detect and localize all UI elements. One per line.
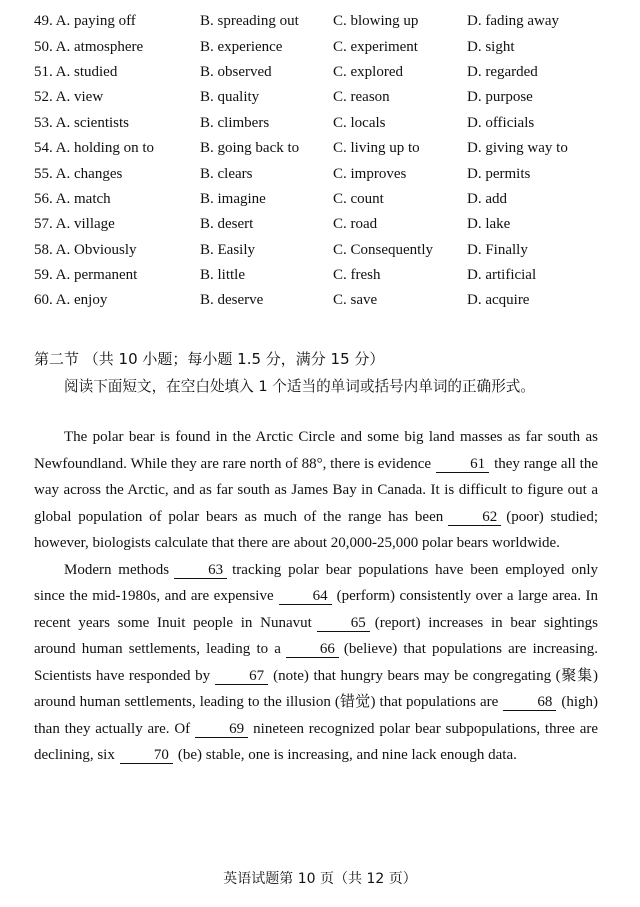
- option-row: [34, 238, 614, 263]
- option-d: D. officials: [467, 114, 535, 131]
- option-a: 59. A. permanent: [34, 267, 138, 284]
- blank-61: 61: [436, 457, 489, 473]
- option-a: 55. A. changes: [34, 165, 123, 182]
- passage-paragraph-1: [34, 424, 598, 557]
- passage-text: (perform) consistently over a large area. In recent years some Inuit people in Nunavut: [34, 588, 598, 631]
- option-a: 51. A. studied: [34, 63, 118, 80]
- option-b: B. quality: [200, 89, 260, 106]
- option-b: B. Easily: [200, 241, 255, 258]
- option-row: [34, 111, 614, 136]
- option-row: [34, 60, 614, 85]
- option-b: B. little: [200, 267, 245, 284]
- blank-63: 63: [174, 563, 227, 579]
- option-c: C. save: [333, 292, 378, 309]
- option-b: B. spreading out: [200, 13, 299, 30]
- blank-64: 64: [279, 589, 332, 605]
- passage-text: The polar bear is found in the Arctic Circle and some big land masses as far south as Newfoundland. While they are rare north of 88°, there is evidence: [34, 429, 598, 472]
- option-c: C. count: [333, 190, 384, 207]
- passage-text: they range all the way across the Arctic, and as far south as James Bay in Canada. It is difficult to figure out a global population of polar bears as much of the range has been: [34, 455, 598, 525]
- option-b: B. observed: [200, 63, 272, 80]
- passage-text: (note) that hungry bears may be congregating (聚集) around human settlements, leading to the illusion (错觉) that populations are: [34, 667, 598, 710]
- option-c: C. explored: [333, 63, 403, 80]
- option-c: C. blowing up: [333, 13, 419, 30]
- option-a: 54. A. holding on to: [34, 140, 155, 157]
- passage-text: Modern methods: [64, 561, 170, 578]
- passage-text: (report) increases in bear sightings around human settlements, leading to a: [34, 614, 598, 657]
- option-d: D. sight: [467, 38, 515, 55]
- passage-text: (believe) that populations are increasing. Scientists have responded by: [34, 641, 598, 684]
- blank-62: 62: [448, 510, 501, 526]
- option-d: D. lake: [467, 216, 511, 233]
- option-row: [34, 288, 614, 313]
- blank-69: 69: [195, 722, 248, 738]
- answer-options: [34, 9, 614, 314]
- blank-68: 68: [503, 695, 556, 711]
- option-d: D. permits: [467, 165, 531, 182]
- option-d: D. add: [467, 190, 507, 207]
- option-c: C. improves: [333, 165, 407, 182]
- passage-text: nineteen recognized polar bear subpopulations, three are declining, six: [34, 720, 599, 763]
- option-c: C. Consequently: [333, 241, 433, 258]
- passage: [34, 424, 598, 769]
- option-d: D. artificial: [467, 267, 537, 284]
- blank-66: 66: [286, 642, 339, 658]
- option-c: C. living up to: [333, 140, 420, 157]
- passage-text: tracking polar bear populations have been employed only since the mid-1980s, and are expensive: [34, 561, 598, 604]
- option-b: B. experience: [200, 38, 283, 55]
- option-a: 57. A. village: [34, 216, 115, 233]
- option-d: D. acquire: [467, 292, 530, 309]
- option-b: B. desert: [200, 216, 254, 233]
- section-instruction: 阅读下面短文，在空白处填入 1 个适当的单词或括号内单词的正确形式。: [64, 378, 535, 395]
- option-c: C. experiment: [333, 38, 418, 55]
- option-a: 58. A. Obviously: [34, 241, 137, 258]
- option-d: D. giving way to: [467, 140, 568, 157]
- page-footer: 英语试题第 10 页（共 12 页）: [223, 871, 417, 887]
- option-c: C. road: [333, 216, 378, 233]
- blank-65: 65: [317, 616, 370, 632]
- option-b: B. climbers: [200, 114, 270, 131]
- passage-text: (poor) studied; however, biologists calculate that there are about 20,000-25,000 polar bears worldwide.: [34, 508, 598, 551]
- option-d: D. purpose: [467, 89, 533, 106]
- option-b: B. imagine: [200, 190, 266, 207]
- option-d: D. Finally: [467, 241, 528, 258]
- option-b: B. clears: [200, 165, 253, 182]
- option-a: 49. A. paying off: [34, 13, 136, 30]
- option-row: [34, 85, 614, 110]
- option-a: 52. A. view: [34, 89, 104, 106]
- blank-67: 67: [215, 669, 268, 685]
- option-row: [34, 263, 614, 288]
- option-b: B. going back to: [200, 140, 300, 157]
- option-d: D. fading away: [467, 13, 560, 30]
- section-title: 第二节 （共 10 小题；每小题 1.5 分，满分 15 分）: [34, 350, 385, 368]
- option-row: [34, 34, 614, 59]
- passage-paragraph-2: [34, 557, 598, 769]
- option-row: [34, 187, 614, 212]
- passage-text: (high) than they actually are. Of: [34, 694, 598, 737]
- option-c: C. locals: [333, 114, 386, 131]
- option-a: 56. A. match: [34, 190, 111, 207]
- option-c: C. reason: [333, 89, 390, 106]
- option-row: [34, 9, 614, 34]
- option-row: [34, 212, 614, 237]
- option-a: 60. A. enjoy: [34, 292, 108, 309]
- blank-70: 70: [120, 748, 173, 764]
- option-d: D. regarded: [467, 63, 538, 80]
- option-b: B. deserve: [200, 292, 264, 309]
- passage-text: (be) stable, one is increasing, and nine lack enough data.: [177, 747, 517, 763]
- option-c: C. fresh: [333, 267, 381, 284]
- option-a: 53. A. scientists: [34, 114, 130, 131]
- option-a: 50. A. atmosphere: [34, 38, 144, 55]
- option-row: [34, 136, 614, 161]
- option-row: [34, 161, 614, 186]
